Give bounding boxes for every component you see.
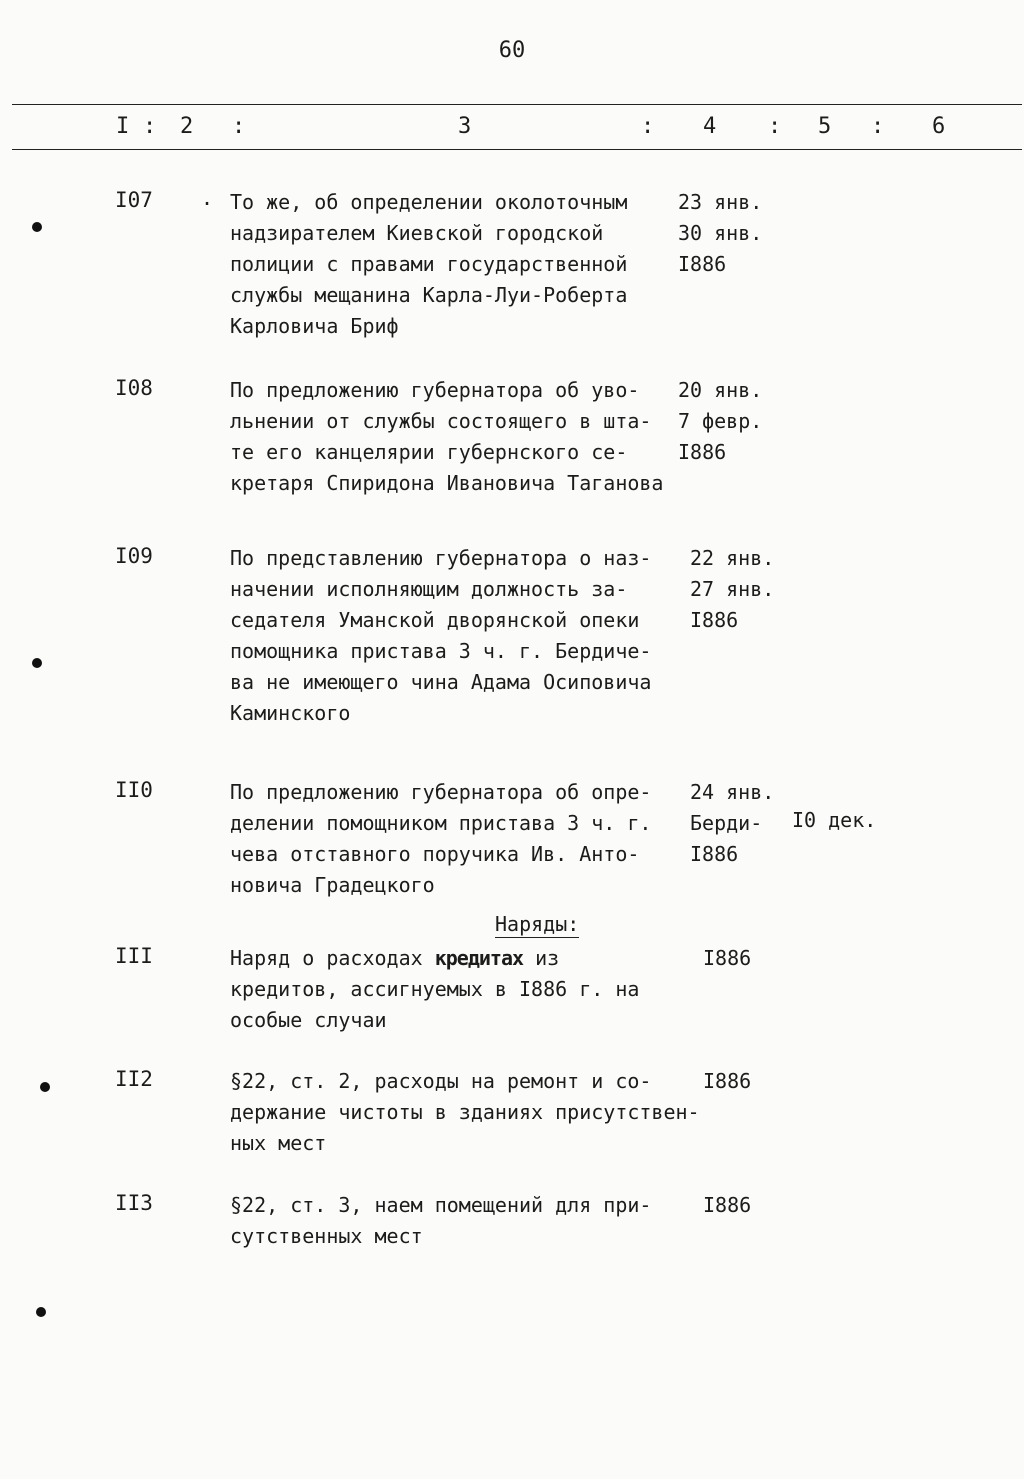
entry-number: I07: [115, 188, 153, 212]
binder-hole: [40, 1082, 50, 1092]
entry-dates: I886: [703, 1193, 752, 1217]
column-header-1: I: [116, 114, 130, 139]
lead-dot: .: [201, 186, 214, 210]
entry-number: I09: [115, 544, 153, 568]
section-heading: Наряды:: [495, 912, 580, 936]
entry-description: По предложению губернатора об уво- льнении от службы состоящего в шта- те его канцелярии губернского се- кретаря Спиридона Ивановича Таганова: [230, 378, 664, 495]
column-header-3: 3: [458, 114, 472, 139]
entry-description: §22, ст. 2, расходы на ремонт и со- держание чистоты в зданиях присутствен- ных мест: [230, 1069, 700, 1155]
column-separator: :: [871, 114, 885, 139]
table-header-bottom-rule: [12, 149, 1022, 150]
column-header-5: 5: [818, 114, 832, 139]
entry-description: То же, об определении околоточным надзирателем Киевской городской полиции с правами государственной службы мещанина Карла-Луи-Роберта Карловича Бриф: [230, 190, 628, 338]
column-header-4: 4: [703, 114, 717, 139]
entry-number: II3: [115, 1191, 153, 1215]
binder-hole: [32, 222, 42, 232]
entry-description: §22, ст. 3, наем помещений для при- сутственных мест: [230, 1193, 652, 1248]
entry-description: По представлению губернатора о наз- начении исполняющим должность за- седателя Уманской дворянской опеки помощника пристава 3 ч. г. Бердиче- ва не имеющего чина Адама Осиповича Каминского: [230, 546, 652, 725]
entry-description: По предложению губернатора об опре- делении помощником пристава 3 ч. г. чева отставного поручика Ив. Анто- новича Градецкого: [230, 780, 652, 897]
entry-dates: 23 янв. 30 янв. I886: [678, 190, 763, 276]
column-separator: :: [768, 114, 782, 139]
entry-text-after: из кредитов, ассигнуемых в I886 г. на особые случаи: [230, 946, 640, 1032]
entry-number: II2: [115, 1067, 153, 1091]
column-separator: :: [143, 114, 157, 139]
entry-number: II0: [115, 778, 153, 802]
binder-hole: [32, 658, 42, 668]
entry-number: I08: [115, 376, 153, 400]
struck-out-word: кредитах: [434, 946, 524, 970]
column-header-6: 6: [932, 114, 946, 139]
entry-number: III: [115, 944, 153, 968]
entry-dates: I886: [703, 1069, 752, 1093]
page-number: 60: [498, 38, 526, 63]
entry-dates: 22 янв. 27 янв. I886: [690, 546, 775, 632]
entry-dates: 20 янв. 7 февр. I886: [678, 378, 763, 464]
binder-hole: [36, 1307, 46, 1317]
column-header-2: 2: [180, 114, 194, 139]
entry-col6-date: I0 дек.: [792, 808, 877, 832]
entry-description: [230, 943, 680, 1036]
column-separator: :: [641, 114, 655, 139]
column-separator: :: [232, 114, 246, 139]
table-header-top-rule: [12, 104, 1022, 105]
entry-dates: 24 янв. Берди- I886: [690, 780, 775, 866]
entry-text-before: Наряд о расходах: [230, 946, 435, 970]
entry-dates: I886: [703, 946, 752, 970]
